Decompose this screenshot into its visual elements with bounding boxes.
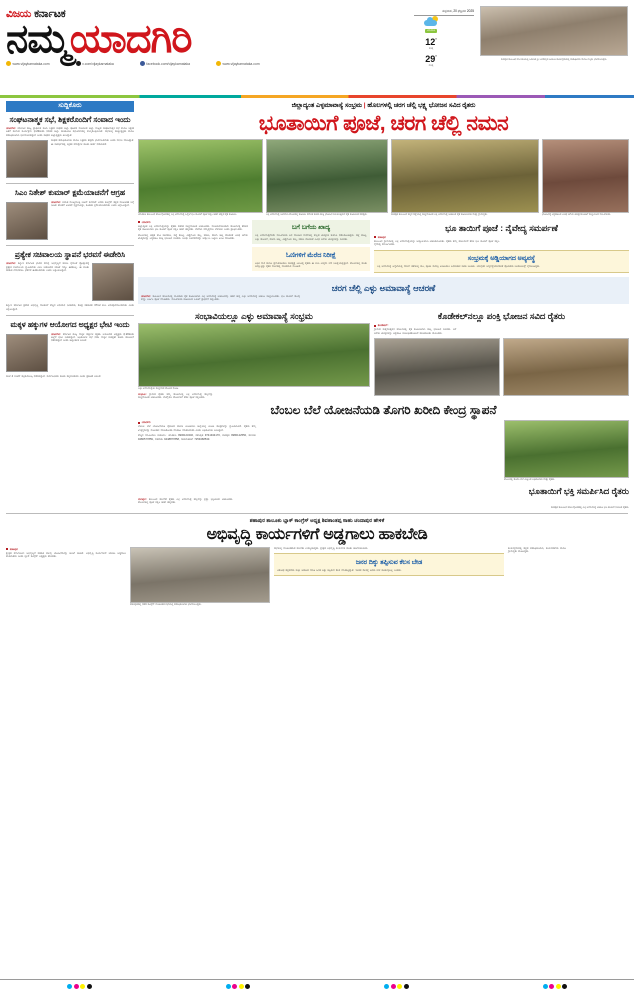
right-lower-byline: ಸುರಪುರ:: [138, 496, 147, 501]
mid-lower-left-headline: ಸಂಭಾವಿಯಲ್ಲೂ ಎಳ್ಳು ಅಮಾವಾಸ್ಯೆ ಸಂಭ್ರಮ: [195, 311, 313, 322]
date-weather-group: [414, 6, 474, 69]
bullet-icon-3: [374, 325, 376, 327]
support-price-contacts: ಹೆಚ್ಚಿನ ಮಾಹಿತಿಗಾಗಿ ಸಂಪರ್ಕಿಸಿ: ಯಾದಗಿರಿ 9900123446, ಶಹಾಪುರ 9741944170, ಸುರಪುರ 9980122550, ಹುಣಸಗಿ 9480577859, ವಡಗೇರಾ 9448877858, ಗುರುಮಠಕಲ್ 7259468533.: [138, 434, 256, 441]
cloud-icon: [424, 20, 437, 26]
lead-photo-row: [138, 139, 629, 216]
banner-text-right: [508, 547, 628, 606]
right-top-byline-text: ಶಹಾಪುರ: [377, 234, 386, 239]
mid-lower-right-photo-2: [503, 338, 629, 396]
banner-caption: ಶಹಾಪುರದಲ್ಲಿ ನಡೆದ ಕಾಂಗ್ರೆಸ್ ಮುಖಂಡರ ಸಭೆಯಲ್ಲಿ ಪದಾಧಿಕಾರಿಗಳು ಭಾಗವಹಿಸಿದ್ದರು.: [130, 602, 202, 606]
left-story-4-text2: ಸಂಜೆ 4 ಗಂಟೆಗೆ ಪತ್ರಿಕಾಗೋಷ್ಠಿ ನಡೆಸಲಿದ್ದಾರೆ. ಸಾರ್ವಜನಿಕರು ದೂರು ಸಲ್ಲಿಸಬಹುದು ಎಂದು ಪ್ರಕಟಣೆ ತಿಳಿಸಿದೆ.: [6, 374, 102, 378]
divider-1: [6, 183, 134, 184]
mid-box-1: [252, 220, 370, 244]
mid-box-1-title: ಬಗೆ ಬಗೆಯ ಖಾದ್ಯ: [291, 224, 331, 232]
mid-lower-right-headline: ಕೊಡೇಕಲ್‌ನಲ್ಲೂ ಪಂಕ್ತಿ ಭೋಜನ ಸವಿದ ರೈತರು: [437, 311, 566, 322]
right-lower-body: ತಾಲೂಕಿನ ಹಲವೆಡೆ ರೈತರು ಎಳ್ಳ ಅಮಾವಾಸ್ಯೆ ಹಬ್ಬವನ್ನು ಶ್ರದ್ಧಾ ಭಕ್ತಿಯಿಂದ ಆಚರಿಸಿದರು. ಹೊಲಗಳಲ್ಲಿ ಪೂಜೆ ಸಲ್ಲಿಸಿ ಚರಗ ಚೆಲ್ಲಿದರು.: [138, 497, 233, 505]
right-top-box-body: ಎಳ್ಳ ಅಮಾವಾಸ್ಯೆ ಹಿನ್ನೆಲೆಯಲ್ಲಿ ಮಾರ್ಗ ಕಡೆಯಲ್ಲಿ ಹೂ, ಪೂಜಾ ಸಾಮಗ್ರಿ ಖರೀದಿಸಲು ಜನಸಂದಣಿ ಕಂಡು ಬಂದಿತು. ಯಾವುದೇ ಅವ್ಯವಸ್ಥೆಯಾಗದಂತೆ ಪೊಲೀಸರು ಬಂದೋಬಸ್ತ್ ಕೈಗೊಂಡಿದ್ದರು.: [377, 265, 541, 269]
mid-lower-right-byline: [374, 323, 629, 327]
right-lower-body-wrap: [138, 498, 629, 505]
lead-kicker: [138, 102, 629, 110]
mid-box-stack: [252, 220, 370, 273]
lead-photo-3: [391, 139, 539, 213]
print-registration-bar: [0, 979, 634, 995]
registration-marks: [0, 984, 634, 995]
yellow-dot-icon-4: [556, 984, 561, 989]
lead-headline: ಭೂತಾಯಿಗೆ ಪೂಜೆ, ಚರಗ ಚೆಲ್ಲಿ ನಮನ: [258, 111, 509, 135]
support-price-photo-block: [504, 420, 629, 481]
globe-icon-2: [216, 61, 221, 66]
left-story-4-byline: ಯಾದಗಿರಿ:: [51, 332, 61, 336]
mid-lower-right-byline-text: ಕೊಡೇಕಲ್:: [377, 323, 389, 328]
mid-lower-left-body-wrap: [138, 393, 370, 400]
left-story-2-body: [6, 201, 134, 241]
banner-photo: [130, 547, 270, 603]
right-mid-headline: ಚರಗ ಚೆಲ್ಲಿ ಎಳ್ಳು ಅಮಾವಾಸ್ಯೆ ಆಚರಣೆ: [331, 282, 436, 293]
section-header-suddikoru: ಸುದ್ದಿಕೊರು: [6, 101, 134, 112]
magenta-dot-icon-3: [391, 984, 396, 989]
magenta-dot-icon: [74, 984, 79, 989]
bullet-icon: [138, 221, 140, 223]
cyan-dot-icon: [67, 984, 72, 989]
lead-article: [138, 220, 248, 273]
mid-lower-left-byline: ಸಂಭಾವಿ:: [138, 391, 147, 396]
right-mid-body-wrap: [141, 295, 626, 302]
banner-content-row: [6, 547, 628, 606]
facebook-url: facebook.com/vijaykarnataka: [146, 61, 191, 66]
right-top-box-title: ಸಂಭ್ರಮಕ್ಕೆ ಅಡ್ಡಿಯಾಗದ ಅವ್ಯವಸ್ಥೆ: [467, 255, 536, 263]
left-story-3-text2: ಕಲ್ಯಾಣ ಕರ್ನಾಟಕ ಪ್ರದೇಶ ಅಭಿವೃದ್ಧಿ ಮಂಡಳಿಗೆ ಹೆಚ್ಚಿನ ಅನುದಾನ ನೀಡಬೇಕು, ಕೇಂದ್ರ ಸರಕಾರದ 371ಜೆ ಕಲಂ ಅನುಷ್ಠಾನಗೊಳಿಸಬೇಕು ಎಂದು ಆಗ್ರಹಿಸಿದ್ದಾರೆ.: [6, 304, 134, 311]
right-mid-body: ತಾಲೂಕಿನ ಹೊಲಗಳಲ್ಲಿ ಸಾವಿರಾರು ರೈತ ಕುಟುಂಬಗಳು ಎಳ್ಳ ಅಮಾವಾಸ್ಯೆ ಆಚರಿಸಿದವು. ಚರಗ ಚೆಲ್ಲಿ ಎಳ್ಳು ಅಮಾವಾಸ್ಯೆ ಆಚರಿಸಿ ಸಂಭ್ರಮಿಸಿದರು. ಭೂ ತಾಯಿಗೆ ಹೂವು ಹಣ್ಣು ಅರ್ಪಿಸಿ ಪೂಜೆ ಮಾಡಿದರು. ಮಹಿಳೆಯರು ಕುಟುಂಬದ ಒಳಿತಿಗೆ ಪ್ರಾರ್ಥನೆ ಸಲ್ಲಿಸಿದರು.: [141, 294, 300, 301]
lead-body-1: ಜಿಲ್ಲಾದ್ಯಂತ ಎಳ್ಳ ಅಮಾವಾಸ್ಯೆಯನ್ನು ರೈತರು ಸಡಗರ ಸಂಭ್ರಮದಿಂದ ಆಚರಿಸಿದರು. ಮುಂಜಾನೆಯಿಂದಲೇ ಹೊಲಗಳತ್ತ ತೆರಳಿದ ರೈತ ಕುಟುಂಬಗಳು ಭೂ ತಾಯಿಗೆ ಪೂಜೆ ಸಲ್ಲಿಸಿ ಚರಗ ಚೆಲ್ಲಿದರು. ಬೆಳೆಗಳು ಸಮೃದ್ಧವಾಗಿ ಬೆಳೆಯಲಿ ಎಂದು ಪ್ರಾರ್ಥಿಸಿದರು.: [138, 224, 248, 232]
facebook-link[interactable]: [140, 61, 190, 66]
right-top-headline: ಭೂ ತಾಯಿಗೆ ಪೂಜೆ : ನೈವೇದ್ಯ ಸಮರ್ಪಣೆ: [445, 222, 558, 233]
mid-lower-right-story: [374, 308, 629, 399]
mid-lower-left-photo-block: [138, 323, 370, 390]
right-top-byline: [374, 235, 629, 239]
banner-photo-block: [130, 547, 270, 606]
banner-text-left: [6, 547, 126, 606]
divider-bottom: [6, 513, 628, 514]
magenta-dot-icon-2: [232, 984, 237, 989]
left-story-1-byline: ಯಾದಗಿರಿ:: [6, 127, 16, 130]
cyan-dot-icon-4: [543, 984, 548, 989]
banner-box-title: ಜನರ ದಿಕ್ಕು ತಪ್ಪಿಸುವ ಕೆಲಸ ಬೇಡ: [355, 558, 423, 566]
lead-photo-2-caption: ಎಳ್ಳ ಅಮಾವಾಸ್ಯೆ ಅಂಗವಾಗಿ ಹೊಲದಲ್ಲಿ ಕುಟುಂಬ ಸಮೇತ ಕುಳಿತು ಪಂಕ್ತಿ ಭೋಜನ ಸವಿಯುತ್ತಿರುವ ರೈತ ಕುಟುಂಬದ ಸದಸ್ಯರು.: [266, 212, 368, 216]
lead-photo-3-block: [391, 139, 539, 216]
mid-lower-left-story: [138, 308, 370, 399]
banner-yellow-box: [274, 553, 504, 576]
banner-byline: [6, 547, 126, 551]
black-dot-icon-4: [562, 984, 567, 989]
right-mid-story: [138, 277, 629, 305]
left-story-2-portrait: [6, 202, 48, 240]
divider-3: [6, 315, 134, 316]
min-temp-value: 12: [425, 36, 436, 47]
weather-widget: [414, 16, 448, 67]
mid-lower-left-photo-row: [138, 323, 370, 390]
masthead-photo: [480, 6, 628, 56]
banner-kicker: ಶಹಾಪುರ ತಾಲೂಕು ಬ್ಲಾಕ್ ಕಾಂಗ್ರೆಸ್ ಅಧ್ಯಕ್ಷ ಶಿವಶಾಂತಪ್ಪ ಸಾಹು ಚಂದಾಪುರ ಹೇಳಿಕೆ: [249, 517, 385, 524]
max-temp-label: ಗರಿಷ್ಠ: [428, 63, 434, 67]
left-story-1-portrait: [6, 140, 48, 178]
lead-kicker-right: ಹೊಲಗಳಲ್ಲಿ ಚರಗ ಚೆಲ್ಲಿ ಭಕ್ಷ್ಯ ಭೋಜನ ಸವಿದ ರೈತರು: [367, 101, 476, 109]
right-lower-story: [138, 486, 629, 509]
left-story-2-text: ಬಿಹಾರ ಮುಖ್ಯಮಂತ್ರಿ ನಿತೀಶ್ ಕುಮಾರ್ ಅವರು ಕಾಂಗ್ರೆಸ್ ಪಕ್ಷದ ಮುಖಂಡರ ಬಗ್ಗೆ ನೀಡಿದ ಹೇಳಿಕೆಗೆ ಖಂಡನೆ ವ್ಯಕ್ತವಾಗಿದ್ದು, ಕೂಡಲೇ ಕ್ಷಮೆಯಾಚಿಸಬೇಕು ಎಂದು ಆಗ್ರಹಿಸಿದ್ದಾರೆ.: [51, 200, 134, 208]
mid-lower-left-body: ಗ್ರಾಮದ ರೈತರು ತಮ್ಮ ಹೊಲಗಳಲ್ಲಿ ಎಳ್ಳ ಅಮಾವಾಸ್ಯೆ ಹಬ್ಬವನ್ನು ಸಂಭ್ರಮದಿಂದ ಆಚರಿಸಿದರು. ಬೆಳಗ್ಗೆಯೇ ಹೊಲಗಳಿಗೆ ತೆರಳಿ ಪೂಜೆ ಸಲ್ಲಿಸಿದರು.: [138, 392, 213, 400]
bullet-icon-5: [6, 548, 8, 550]
black-dot-icon: [87, 984, 92, 989]
left-column: [6, 101, 134, 509]
lead-photo-1-caption: ಯಾದಗಿರಿ ತಾಲೂಕಿನ ಹೊಲವೊಂದರಲ್ಲಿ ಎಳ್ಳ ಅಮಾವಾಸ್ಯೆ ಹಿನ್ನೆಲೆ ಭೂ ತಾಯಿಗೆ ಪೂಜೆ ಸಲ್ಲಿಸಿ ಚರಗ ಚೆಲ್ಲಿದ ರೈತ ಕುಟುಂಬ.: [138, 212, 237, 216]
website-link-2[interactable]: [216, 61, 260, 66]
left-story-4-portrait: [6, 334, 48, 372]
website-url: www.vijaykarnataka.com: [12, 61, 50, 66]
upper-content-row: [138, 220, 629, 273]
left-story-1-body: [6, 127, 134, 137]
page-body: [0, 98, 634, 509]
website-link[interactable]: [6, 61, 50, 66]
support-price-headline: ಬೆಂಬಲ ಬೆಲೆ ಯೋಜನೆಯಡಿ ತೊಗರಿ ಖರೀದಿ ಕೇಂದ್ರ ಸ್ಥಾಪನೆ: [270, 403, 497, 418]
left-story-1-headline: ಸಂಘಟನಾತ್ಮಕ ಸಭೆ, ಶಿಕ್ಷಕರೊಂದಿಗೆ ಸಂವಾದ ಇಂದು: [9, 114, 131, 124]
mid-lower-left-photo: [138, 323, 370, 387]
left-story-4-body: [6, 333, 134, 373]
lead-photo-1: [138, 139, 263, 213]
right-top-yellow-box: [374, 250, 629, 273]
divider-2: [6, 245, 134, 246]
left-story-1-body2-wrap: [6, 139, 134, 179]
left-story-3-headline: ಪ್ರತ್ಯೇಕ ಸಚಿವಾಲಯ ಸ್ಥಾಪನೆ ಭರವಸೆ ಈಡೇರಿಸಿ: [14, 249, 126, 259]
left-story-3: [6, 250, 134, 311]
yellow-dot-icon-3: [397, 984, 402, 989]
support-price-text-block: [138, 420, 500, 481]
support-price-row: [138, 420, 629, 481]
support-price-byline-text: ಯಾದಗಿರಿ: [141, 420, 151, 425]
left-story-1-text2: ಸಂಘದ ಪದಾಧಿಕಾರಿಗಳು ಹಾಗೂ ಶಿಕ್ಷಕರು ತಪ್ಪದೇ ಭಾಗವಹಿಸಬೇಕು ಎಂದು ಮನವಿ ಮಾಡಿದ್ದಾರೆ. ಈ ಸಂದರ್ಭದಲ್ಲಿ ಶಿಕ್ಷಕರ ಸಮಸ್ಯೆಗಳ ಕುರಿತು ಚರ್ಚೆ ನಡೆಯಲಿದೆ.: [51, 139, 134, 146]
bullet-icon-4: [138, 422, 140, 424]
bullet-icon-2: [374, 236, 376, 238]
cyan-dot-icon-2: [226, 984, 231, 989]
left-story-4: [6, 320, 134, 378]
right-top-story: [374, 220, 629, 273]
left-story-3-portrait: [92, 263, 134, 301]
lead-photo-4-caption: ಭೋಜನಕ್ಕೆ ಸಿದ್ಧಪಡಿಸಿದ ವಿವಿಧ ಬಗೆಯ ಖಾದ್ಯಗಳೊಂದಿಗೆ ಸಂಭ್ರಮಿಸಿದ ಮಹಿಳೆಯರು.: [542, 212, 611, 216]
lead-kicker-separator: |: [363, 101, 366, 109]
main-column: [138, 101, 629, 509]
bottom-banner: [0, 513, 634, 606]
support-price-photo: [504, 420, 629, 478]
left-story-3-text: ಕಲ್ಯಾಣ ಕರ್ನಾಟಕ ಭಾಗದ ಸಮಗ್ರ ಅಭಿವೃದ್ಧಿಗೆ ಹಾಗೂ ಕೈಗಾರಿಕೆ ಪ್ರೋತ್ಸಾಹಕ್ಕೆ ಪ್ರತ್ಯೇಕ ಸಚಿವಾಲಯ ಸ್ಥಾಪಿಸಬೇಕು ಎಂಬ ಬಹುದಿನದ ಬೇಡಿಕೆ ಇನ್ನೂ ಈಡೇರಿಲ್ಲ. ಈ ಕುರಿತು ಸರಕಾರ ಗಮನಹರಿಸಿ ಭರವಸೆ ಈಡೇರಿಸಬೇಕು ಎಂದು ಒತ್ತಾಯಿಸಿದ್ದಾರೆ.: [6, 262, 90, 273]
globe-icon: [6, 61, 11, 66]
mid-lower-left-caption: ಎಳ್ಳು ಅಮಾವಾಸ್ಯೆಯ ಸಂಭ್ರಮದ ಹೊಲದ ನೋಟ: [138, 387, 179, 391]
edition-title-part1: ನಮ್ಮ: [6, 17, 70, 61]
x-link[interactable]: [76, 61, 114, 66]
mid-box-2: [252, 247, 370, 271]
mid-box-2-title: ಓಣಿಗಳಿಗೆ ಮೆರೆದ ನಿರೀಕ್ಷೆ: [285, 251, 336, 259]
registration-mark-2: [226, 984, 251, 989]
mid-box-1-body: ಎಳ್ಳ ಅಮಾವಾಸ್ಯೆಗೆಂದೇ ಮಹಿಳೆಯರು ದಿನ ಮುಂಚಿತ ಮನೆಗಳಲ್ಲಿ ಹಬ್ಬದ ಖಾದ್ಯಗಳ ತಯಾರಿ ನಡೆಸಿಕೊಂಡಿದ್ದರು. ಸಜ್ಜೆ ರೊಟ್ಟಿ, ಎಳ್ಳು ಹೋಳಿಗೆ, ಶೇಂಗಾ ಚಟ್ನಿ, ಎಣ್ಣೆಗಾಯಿ ಪಲ್ಯ, ಕಡಬು ಸೇರಿದಂತೆ ವಿವಿಧ ಬಗೆಯ ಖಾದ್ಯಗಳನ್ನು ಸವಿದರು.: [255, 234, 367, 241]
support-price-byline: [138, 420, 500, 424]
lead-photo-1-block: [138, 139, 263, 216]
lead-photo-3-caption: ಸುರಪುರ ತಾಲೂಕಿನ ಕಬ್ಬಿನ ಗದ್ದೆಯಲ್ಲಿ ಸಂಭ್ರಮದಿಂದ ಎಳ್ಳ ಅಮಾವಾಸ್ಯೆ ಆಚರಿಸಿದ ರೈತ ಕುಟುಂಬಗಳು ಮತ್ತು ಗ್ರಾಮಸ್ಥರು.: [391, 212, 488, 216]
lead-photo-2: [266, 139, 388, 213]
masthead-right: [414, 6, 628, 69]
black-dot-icon-2: [245, 984, 250, 989]
banner-text-mid: [274, 547, 504, 606]
yellow-dot-icon: [80, 984, 85, 989]
support-price-caption: ಹೊಲದಲ್ಲಿ ತೊಗರಿ ಬೆಳೆ ವೀಕ್ಷಿಸಿದ ಅಧಿಕಾರಿಗಳು ಮತ್ತು ರೈತರು.: [504, 478, 555, 482]
support-price-story: [138, 403, 629, 481]
weather-city: ಯಾದಗಿರಿ: [426, 29, 436, 32]
banner-byline-text: ಶಹಾಪುರ: [9, 546, 18, 551]
masthead: [0, 0, 634, 95]
registration-mark-4: [543, 984, 568, 989]
lead-photo-4: [542, 139, 629, 213]
right-lower-headline: ಭೂತಾಯಿಗೆ ಭಕ್ತಿ ಸಮರ್ಪಿಸಿದ ರೈತರು: [528, 485, 629, 496]
mid-box-2-body: ಅಧಿಕ ಮಳೆ ಹಾಗೂ ಪ್ರವಾಹದಿಂದಾಗಿ ಸಂಕಷ್ಟಕ್ಕೆ ಸಿಲುಕಿದ್ದ ರೈತರು ಈ ಬಾರಿ ಉತ್ತಮ ಬೆಳೆ ನಿರೀಕ್ಷೆಯಲ್ಲಿದ್ದಾರೆ. ಹೊಲಗಳಲ್ಲಿ ಹಸಿರು ಚಿಮ್ಮುತ್ತಿದ್ದು ರೈತರ ಮೊಗದಲ್ಲಿ ಮಂದಹಾಸ ಮೂಡಿದೆ.: [255, 261, 367, 269]
masthead-photo-block: [480, 6, 628, 61]
magenta-dot-icon-4: [549, 984, 554, 989]
banner-box-body: ವಿರೋಧ ಪಕ್ಷದವರು ಸುಳ್ಳು ಆರೋಪ ಮಾಡಿ ಜನರ ದಿಕ್ಕು ತಪ್ಪಿಸುವ ಕೆಲಸ ಮಾಡುತ್ತಿದ್ದಾರೆ. ಇಂತಹ ಕೆಲಸಕ್ಕೆ ಜನರು ಬೆಲೆ ಕೊಡುವುದಿಲ್ಲ ಎಂದರು.: [277, 568, 402, 572]
mid-lower-right-photos: [374, 338, 629, 396]
lower-content-row: [138, 308, 629, 399]
banner-headline: ಅಭಿವೃದ್ಧಿ ಕಾರ್ಯಗಳಿಗೆ ಅಡ್ಡಗಾಲು ಹಾಕಬೇಡಿ: [206, 525, 428, 543]
facebook-icon: [140, 61, 145, 66]
x-url: x.com/vijaykarnataka: [82, 61, 114, 66]
weather-icon: [424, 16, 438, 27]
left-story-3-byline: ಯಾದಗಿರಿ:: [6, 262, 16, 266]
left-story-2-headline: ಸಿಎಂ ನಿತೇಶ್ ಕುಮಾರ್ ಕ್ಷಮೆಯಾಚನೆಗೆ ಆಗ್ರಹ: [14, 188, 126, 198]
left-story-1-text: ಕರ್ನಾಟಕ ರಾಜ್ಯ ಪ್ರಾಥಮಿಕ ಶಾಲಾ ಶಿಕ್ಷಕರ ಸಂಘದ ಜಿಲ್ಲಾ ಘಟಕದ ವತಿಯಿಂದ ಜಿಲ್ಲಾ ಮಟ್ಟದ ಸಂಘಟನಾತ್ಮಕ ಸಭೆ ಹಾಗೂ ಶಿಕ್ಷಕರ ಜತೆಗೆ ಸಂವಾದ ಕಾರ್ಯಕ್ರಮ ಫೆ.20ರಂದು ನಗರದ ಜಿಲ್ಲಾ ಪಂಚಾಯಿತಿ ಸಭಾಂಗಣದಲ್ಲಿ ಹಮ್ಮಿಕೊಳ್ಳಲಾಗಿದೆ. ಸಭೆಯಲ್ಲಿ ರಾಜ್ಯಾಧ್ಯಕ್ಷರು ಹಾಗೂ ಪದಾಧಿಕಾರಿಗಳು ಭಾಗವಹಿಸಲಿದ್ದಾರೆ ಎಂದು ಸಂಘದ ಜಿಲ್ಲಾಧ್ಯಕ್ಷರು ತಿಳಿಸಿದ್ದಾರೆ.: [6, 127, 134, 137]
banner-body2: ಸಭೆಯಲ್ಲಿ ಮುಖಂಡರಾದ ಹಲವರು ಉಪಸ್ಥಿತರಿದ್ದರು. ಕ್ಷೇತ್ರದ ಅಭಿವೃದ್ಧಿ ಕಾರ್ಯಗಳ ಕುರಿತು ಚರ್ಚಿಸಲಾಯಿತು.: [274, 546, 369, 550]
edition-title-part2: ಯಾದಗಿರಿ: [69, 17, 192, 61]
left-story-3-body: [6, 262, 134, 302]
mid-lower-right-body: ಗ್ರಾಮದ ಸುತ್ತಮುತ್ತಲಿನ ಹೊಲಗಳಲ್ಲಿ ರೈತ ಕುಟುಂಬಗಳು ಪಂಕ್ತಿ ಭೋಜನ ಸವಿದರು. ಬಗೆ ಬಗೆಯ ಖಾದ್ಯಗಳನ್ನು ಸಿದ್ಧಪಡಿಸಿ ಸಂಬಂಧಿಕರೊಂದಿಗೆ ಹಂಚಿಕೊಂಡು ಸೇವಿಸಿದರು.: [374, 328, 457, 335]
max-temp: 29°: [425, 53, 437, 64]
lead-photo-2-block: [266, 139, 388, 216]
x-icon: [76, 61, 81, 66]
cyan-dot-icon-3: [384, 984, 389, 989]
lead-byline-text: ಯಾದಗಿರಿ: [141, 219, 151, 224]
brand-vijaya: ವಿಜಯ: [6, 8, 32, 20]
left-story-2-byline: ಯಾದಗಿರಿ:: [51, 200, 61, 204]
lead-byline: [138, 220, 248, 224]
bottom-rule: [0, 979, 634, 981]
website-url-2: www.vijaykarnataka.com: [222, 61, 260, 66]
brand-karnataka: ಕರ್ನಾಟಕ: [34, 8, 66, 20]
black-dot-icon-3: [404, 984, 409, 989]
mid-lower-right-photo-1: [374, 338, 500, 396]
left-story-4-text: ಕರ್ನಾಟಕ ರಾಜ್ಯ ಮಕ್ಕಳ ಹಕ್ಕುಗಳ ರಕ್ಷಣಾ ಆಯೋಗದ ಅಧ್ಯಕ್ಷರು ಫೆ.20ರಂದು ಜಿಲ್ಲೆಗೆ ಭೇಟಿ ನೀಡಲಿದ್ದಾರೆ. ಅಧಿಕಾರಿಗಳ ಸಭೆ ನಡೆಸಿ ಮಕ್ಕಳ ಸಂರಕ್ಷಣೆ ಕುರಿತು ಪರಿಶೀಲನೆ ನಡೆಸಲಿದ್ದಾರೆ ಎಂದು ಜಿಲ್ಲಾಡಳಿತ ತಿಳಿಸಿದೆ.: [51, 332, 134, 343]
left-story-2: [6, 188, 134, 241]
right-top-body: ತಾಲೂಕಿನ ಗ್ರಾಮಗಳಲ್ಲಿ ಎಳ್ಳ ಅಮಾವಾಸ್ಯೆಯನ್ನು ಅದ್ಧೂರಿಯಾಗಿ ಆಚರಿಸಲಾಯಿತು. ರೈತರು ತಮ್ಮ ಹೊಲಗಳಿಗೆ ತೆರಳಿ ಭೂ ತಾಯಿಗೆ ಪೂಜೆ ಸಲ್ಲಿಸಿ ನೈವೇದ್ಯ ಸಮರ್ಪಿಸಿದರು.: [374, 239, 500, 247]
lead-kicker-left: ಜಿಲ್ಲಾದ್ಯಂತ ಎಳ್ಳಮಾವಾಸ್ಯೆ ಸಂಭ್ರಮ: [291, 101, 362, 109]
right-lower-caption: ಸುರಪುರ ತಾಲೂಕಿನ ಹೊಲವೊಂದರಲ್ಲಿ ಎಳ್ಳ ಅಮಾವಾಸ್ಯೆ ಆಚರಿಸಿ ಭೂ ತಾಯಿಗೆ ನಮಿಸಿದ ರೈತರು.: [550, 505, 629, 509]
yellow-dot-icon-2: [239, 984, 244, 989]
banner-body: ಕ್ಷೇತ್ರದ ಸರ್ವಾಂಗೀಣ ಅಭಿವೃದ್ಧಿಗೆ ಸರಕಾರ ಹಲವು ಯೋಜನೆಗಳನ್ನು ಜಾರಿಗೆ ತಂದಿದೆ. ಅಭಿವೃದ್ಧಿ ಕಾರ್ಯಗಳಿಗೆ ಯಾರೂ ಅಡ್ಡಗಾಲು ಹಾಕಬಾರದು ಎಂದು ಬ್ಲಾಕ್ ಕಾಂಗ್ರೆಸ್ ಅಧ್ಯಕ್ಷರು ಹೇಳಿದರು.: [6, 551, 126, 559]
registration-mark-1: [67, 984, 92, 989]
registration-mark-3: [384, 984, 409, 989]
right-mid-byline: ಯಾದಗಿರಿ:: [141, 293, 151, 298]
masthead-photo-caption: ಸುರಪುರ ತಾಲೂಕಿನ ಹುಣಸಗಿಯಲ್ಲಿ ಜರುಗಿದ ಶ್ರೀ ಬಸವೇಶ್ವರ ಜಯಂತಿ ಕಾರ್ಯಕ್ರಮದಲ್ಲಿ ಮಠಾಧೀಶರು ಹಾಗೂ ಗಣ್ಯರು ಭಾಗವಹಿಸಿದ್ದರು.: [500, 57, 608, 61]
lead-photo-4-block: [542, 139, 629, 216]
banner-body3: ಕಾರ್ಯಕ್ರಮದಲ್ಲಿ ಪಕ್ಷದ ಪದಾಧಿಕಾರಿಗಳು, ಕಾರ್ಯಕರ್ತರು ಹಾಗೂ ಗ್ರಾಮಸ್ಥರು ಹಾಜರಿದ್ದರು.: [508, 546, 566, 554]
left-story-4-headline: ಮಕ್ಕಳ ಹಕ್ಕುಗಳ ಆಯೋಗದ ಅಧ್ಯಕ್ಷರ ಭೇಟಿ ಇಂದು: [10, 320, 130, 330]
min-temp: 12°: [425, 36, 437, 47]
support-price-body: ಬೆಂಬಲ ಬೆಲೆ ಯೋಜನೆಯಡಿ ರೈತರಿಂದ ತೊಗರಿ ಖರೀದಿಸಲು ಜಿಲ್ಲೆಯಲ್ಲಿ ಖರೀದಿ ಕೇಂದ್ರಗಳನ್ನು ಸ್ಥಾಪಿಸಲಾಗಿದೆ. ರೈತರು ತಮ್ಮ ಉತ್ಪನ್ನಗಳನ್ನು ನೋಂದಣಿ ಮಾಡಿಕೊಂಡು ಮಾರಾಟ ಮಾಡಬಹುದು ಎಂದು ಅಧಿಕಾರಿಗಳು ತಿಳಿಸಿದ್ದಾರೆ.: [138, 425, 256, 432]
min-temp-label: ಕನಿಷ್ಠ: [428, 46, 434, 50]
left-story-1: [6, 115, 134, 180]
lead-body-2: ಹೊಲಗಳಲ್ಲಿ ಚಪ್ಪರ ಹಾಕಿ ಕರಿಗಡಬು, ಸಜ್ಜೆ ರೊಟ್ಟಿ, ಎಣ್ಣೆಗಾಯಿ ಪಲ್ಯ, ಕಡಬು, ಶೇಂಗಾ ಚಟ್ನಿ ಸೇರಿದಂತೆ ವಿವಿಧ ಬಗೆಯ ಖಾದ್ಯಗಳನ್ನು ಸಿದ್ಧಪಡಿಸಿ ಪಂಕ್ತಿ ಭೋಜನ ಸವಿದರು. ಬಂಧು ಬಳಗದವರನ್ನು ಆಹ್ವಾನಿಸಿ ಒಟ್ಟಾಗಿ ಊಟ ಮಾಡಿದರು.: [138, 233, 248, 241]
publication-date: ಶುಕ್ರವಾರ, 20 ಫೆಬ್ರವರಿ 2025: [414, 6, 474, 16]
max-temp-value: 29: [425, 53, 436, 64]
